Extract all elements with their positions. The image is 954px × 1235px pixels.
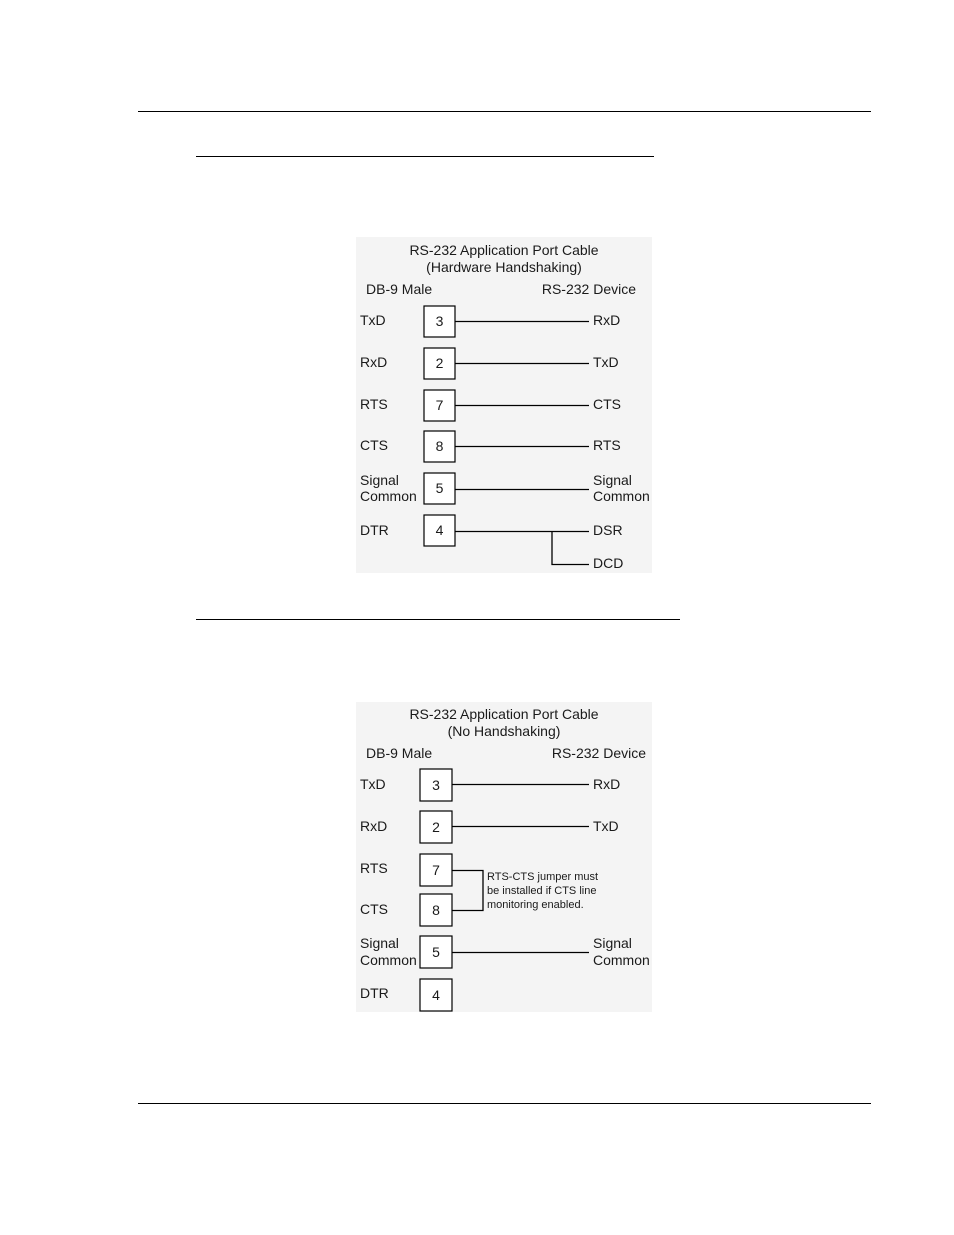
right-signal-label: Common <box>593 952 650 968</box>
left-signal-label: RTS <box>360 860 388 876</box>
left-signal-label: Common <box>360 952 417 968</box>
pin-number: 5 <box>432 944 440 960</box>
right-signal-label: RTS <box>593 437 621 453</box>
no-handshaking-cable-diagram <box>356 702 652 1012</box>
pin-number: 7 <box>432 862 440 878</box>
pin-number: 4 <box>432 987 440 1003</box>
footer-rule <box>138 1103 871 1104</box>
pin-number: 7 <box>435 397 444 413</box>
right-signal-label: CTS <box>593 396 621 412</box>
pin-number: 8 <box>432 902 440 918</box>
right-signal-label: RxD <box>593 776 621 792</box>
left-signal-label: TxD <box>360 776 386 792</box>
diagram-subtitle: (Hardware Handshaking) <box>426 259 582 275</box>
rts-cts-jumper-wire <box>452 871 483 911</box>
left-signal-label: RTS <box>360 396 388 412</box>
right-signal-label: Common <box>593 488 650 504</box>
left-signal-label: DTR <box>360 522 389 538</box>
pin-number: 2 <box>432 819 440 835</box>
left-signal-label: Signal <box>360 935 399 951</box>
header-rule <box>138 111 871 112</box>
left-signal-label: CTS <box>360 901 388 917</box>
pin-number: 3 <box>435 313 444 329</box>
left-signal-label: RxD <box>360 354 388 370</box>
jumper-note: RTS-CTS jumper must <box>487 871 599 883</box>
diagram-subtitle: (No Handshaking) <box>447 723 561 739</box>
right-signal-label: RxD <box>593 312 621 328</box>
right-column-header: RS-232 Device <box>541 281 636 297</box>
left-signal-label: RxD <box>360 818 388 834</box>
section-heading-rule <box>196 619 680 620</box>
right-signal-label: TxD <box>593 818 619 834</box>
pin-number: 4 <box>435 522 444 538</box>
left-signal-label: Common <box>360 488 417 504</box>
pin-number: 8 <box>435 438 444 454</box>
right-column-header: RS-232 Device <box>551 745 646 761</box>
left-column-header: DB-9 Male <box>366 745 433 761</box>
diagram-title: RS-232 Application Port Cable <box>409 706 599 722</box>
left-column-header: DB-9 Male <box>366 281 433 297</box>
right-signal-label: DSR <box>593 522 623 538</box>
left-signal-label: DTR <box>360 985 389 1001</box>
jumper-note: monitoring enabled. <box>487 899 584 911</box>
branch-wire <box>552 532 589 565</box>
pin-number: 2 <box>435 355 444 371</box>
pin-number: 5 <box>435 480 444 496</box>
left-signal-label: TxD <box>360 312 386 328</box>
right-signal-label: Signal <box>593 472 632 488</box>
right-signal-label: TxD <box>593 354 619 370</box>
pin-number: 3 <box>432 777 440 793</box>
hardware-handshaking-cable-diagram <box>356 237 652 573</box>
right-signal-label: Signal <box>593 935 632 951</box>
branch-signal-label: DCD <box>593 555 624 571</box>
jumper-note: be installed if CTS line <box>487 885 597 897</box>
left-signal-label: Signal <box>360 472 399 488</box>
diagram-title: RS-232 Application Port Cable <box>409 242 599 258</box>
left-signal-label: CTS <box>360 437 388 453</box>
section-heading-rule <box>196 156 654 157</box>
